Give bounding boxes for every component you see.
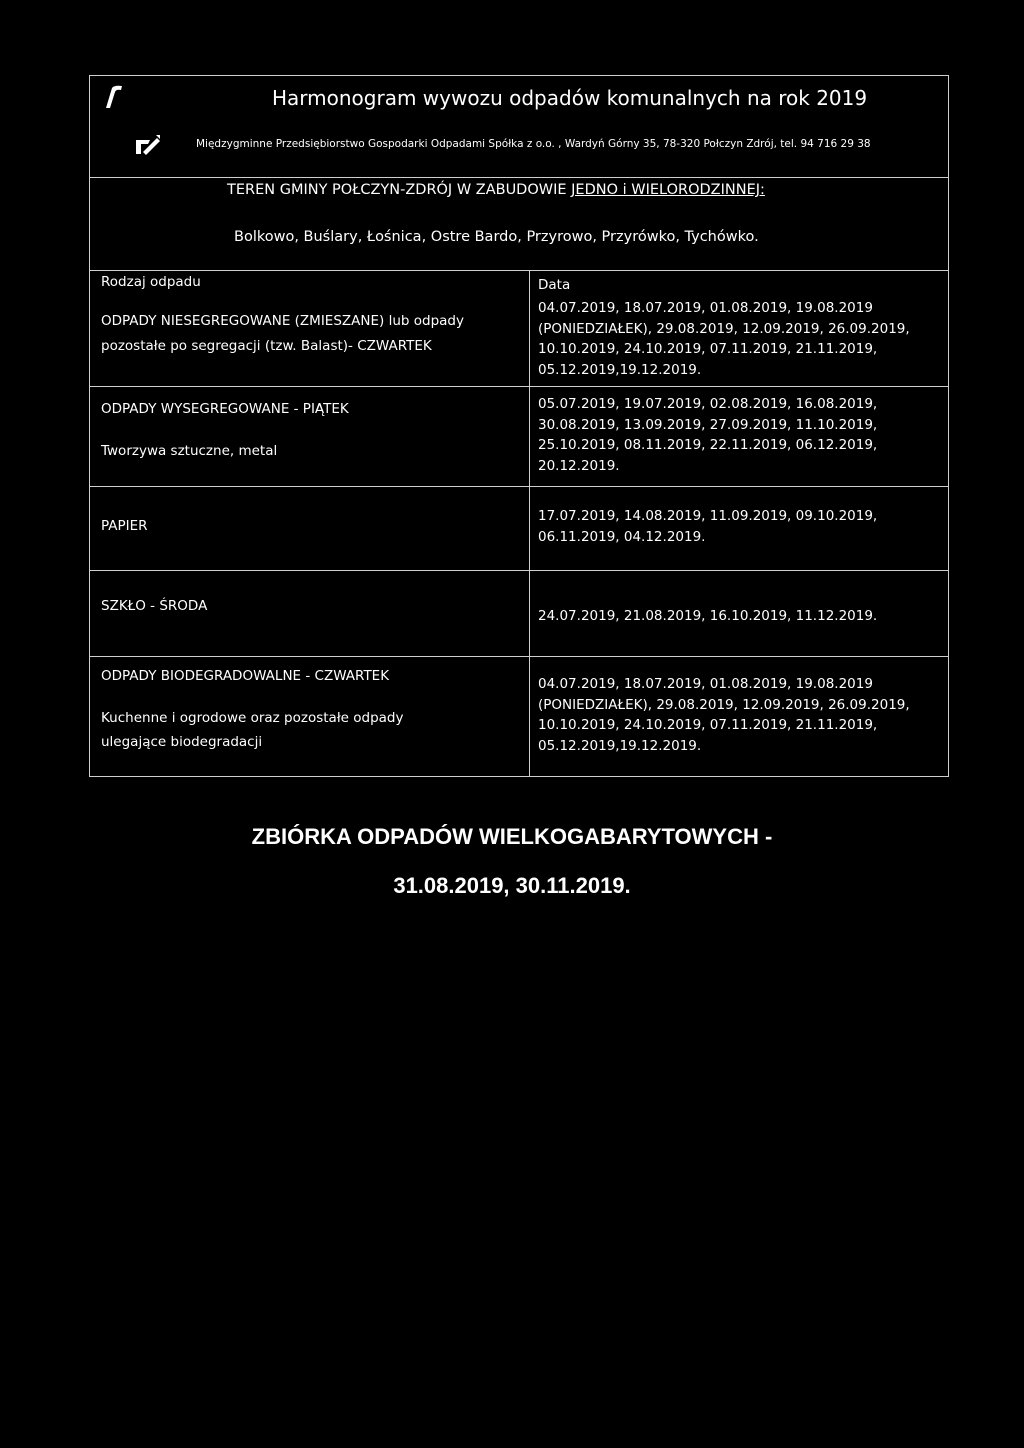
company-info: Międzygminne Przedsiębiorstwo Gospodarki Odpadami Spółka z o.o. , Wardyń Górny 35, 78-320 Połczyn Zdrój, tel. 94 716 29 38 [196,138,871,150]
localities-list: Bolkowo, Buślary, Łośnica, Ostre Bardo, Przyrowo, Przyrówko, Tychówko. [234,229,759,245]
divider-row-1 [89,386,949,387]
divider-row-2 [89,486,949,487]
area-heading-underlined: JEDNO i WIELORODZINNEJ: [571,182,765,198]
bulky-waste-dates: 31.08.2019, 30.11.2019. [393,873,631,898]
area-heading-prefix: TEREN GMINY POŁCZYN-ZDRÓJ W ZABUDOWIE [227,182,572,198]
column-header-date: Data [538,277,571,293]
waste-type-segregated-desc: Tworzywa sztuczne, metal [101,443,278,459]
logo-mark-icon [102,84,124,110]
company-logo-icon [135,134,161,158]
divider-header [89,177,949,178]
dates-glass: 24.07.2019, 21.08.2019, 16.10.2019, 11.12.2019. [538,608,878,624]
page-title: Harmonogram wywozu odpadów komunalnych na rok 2019 [272,86,868,110]
dates-mixed: 04.07.2019, 18.07.2019, 01.08.2019, 19.08.2019 (PONIEDZIAŁEK), 29.08.2019, 12.09.2019, 26.09.2019, 10.10.2019, 24.10.2019, 07.11.2019, 21.11.2019, 05.12.2019,19.12.2019. [538,300,910,378]
column-divider [529,270,530,777]
divider-row-3 [89,570,949,571]
waste-type-paper: PAPIER [101,518,148,534]
area-heading [227,182,765,198]
dates-segregated: 05.07.2019, 19.07.2019, 02.08.2019, 16.08.2019, 30.08.2019, 13.09.2019, 27.09.2019, 11.10.2019, 25.10.2019, 08.11.2019, 22.11.2019, 06.12.2019, 20.12.2019. [538,396,878,474]
waste-type-bio: ODPADY BIODEGRADOWALNE - CZWARTEK [101,668,390,684]
waste-type-mixed: ODPADY NIESEGREGOWANE (ZMIESZANE) lub odpady [101,313,464,329]
dates-bio: 04.07.2019, 18.07.2019, 01.08.2019, 19.08.2019 (PONIEDZIAŁEK), 29.08.2019, 12.09.2019, 26.09.2019, 10.10.2019, 24.10.2019, 07.11.2019, 21.11.2019, 05.12.2019,19.12.2019. [538,676,910,754]
bulky-waste-heading: ZBIÓRKA ODPADÓW WIELKOGABARYTOWYCH - [251,824,773,849]
divider-table-top [89,270,949,271]
waste-type-bio-desc-2: ulegające biodegradacji [101,734,263,750]
dates-paper: 17.07.2019, 14.08.2019, 11.09.2019, 09.10.2019, 06.11.2019, 04.12.2019. [538,508,878,545]
divider-row-4 [89,656,949,657]
waste-type-glass: SZKŁO - ŚRODA [101,598,208,614]
column-header-type: Rodzaj odpadu [101,274,201,290]
waste-type-segregated: ODPADY WYSEGREGOWANE - PIĄTEK [101,401,349,417]
waste-type-mixed-desc: pozostałe po segregacji (tzw. Balast)- CZWARTEK [101,338,432,354]
waste-type-bio-desc-1: Kuchenne i ogrodowe oraz pozostałe odpady [101,710,404,726]
